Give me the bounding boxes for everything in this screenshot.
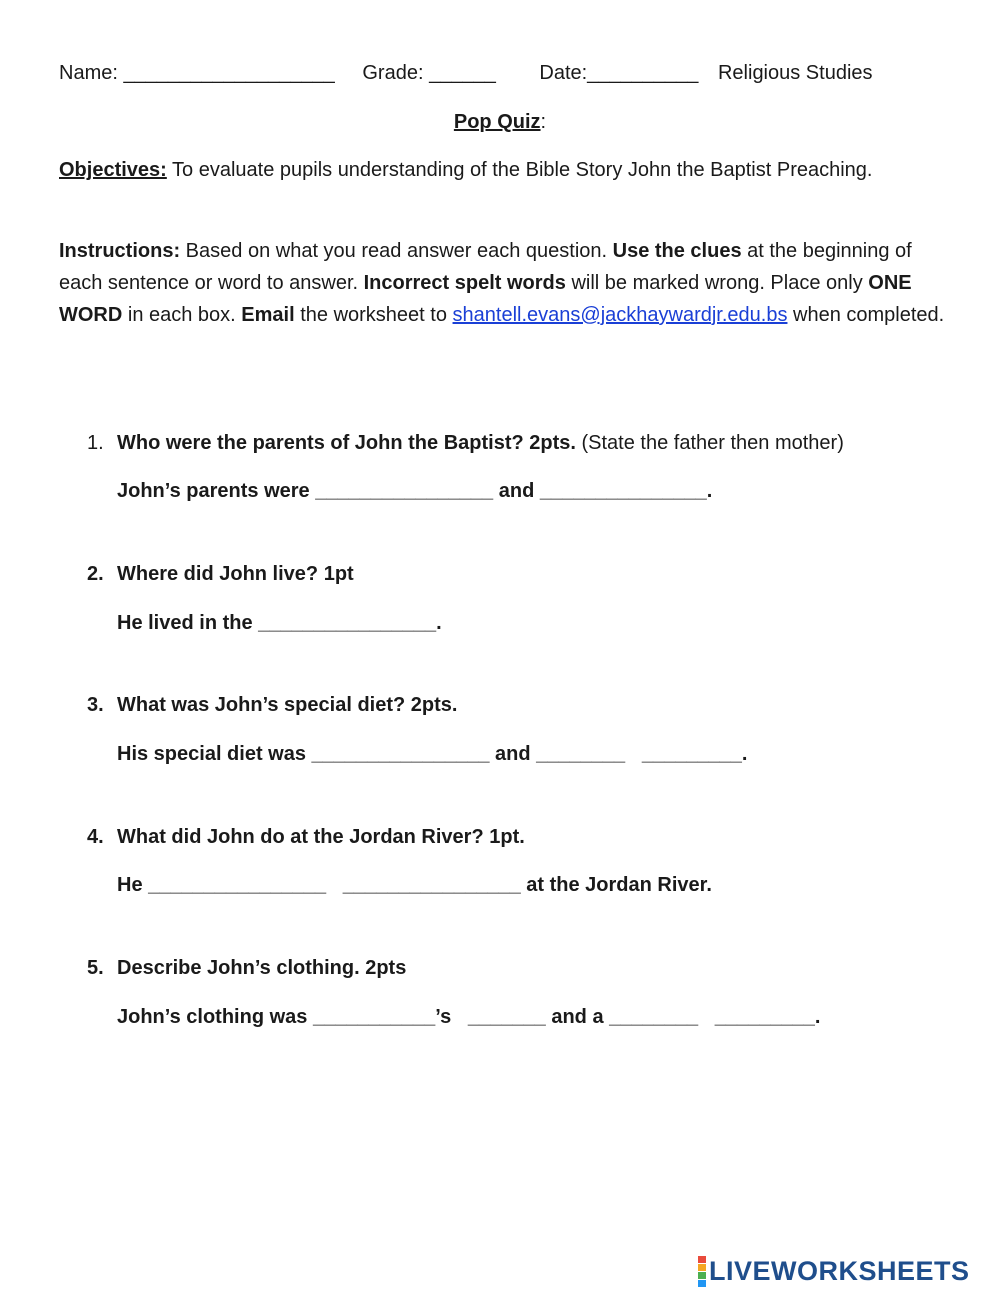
page-title-text: Pop Quiz xyxy=(453,111,541,133)
liveworksheets-logo xyxy=(698,1256,970,1286)
objectives xyxy=(59,158,872,182)
instructions-text-1: Based on what you read answer each question. xyxy=(180,240,613,262)
grade-field-label: Grade: ______ xyxy=(362,62,496,84)
answer-line-5[interactable]: John’s clothing was ___________’s _______ and a ________ _________. xyxy=(117,1006,821,1028)
question-text: Describe John’s clothing. 2pts xyxy=(117,957,407,979)
instructions-text-4: in each box. xyxy=(122,304,242,326)
question-number: 5. xyxy=(87,957,104,979)
date-field-label: Date:__________ xyxy=(539,62,699,84)
worksheet-header xyxy=(59,61,873,85)
question-text: What was John’s special diet? 2pts. xyxy=(117,694,458,716)
logo-block xyxy=(698,1280,706,1287)
logo-block xyxy=(698,1264,706,1271)
email-link[interactable]: shantell.evans@jackhaywardjr.edu.bs xyxy=(452,304,788,326)
question-number: 1. xyxy=(87,432,104,454)
page-title-suffix: : xyxy=(540,111,547,133)
question-1 xyxy=(87,431,844,455)
question-3 xyxy=(87,693,457,717)
instructions-bold-3: ONE WORD xyxy=(59,272,912,326)
question-text: Where did John live? 1pt xyxy=(117,563,354,585)
objectives-text: To evaluate pupils understanding of the Bible Story John the Baptist Preaching. xyxy=(166,159,873,181)
question-number: 2. xyxy=(87,563,104,585)
instructions-bold-2: Incorrect spelt words xyxy=(363,272,566,294)
logo-block xyxy=(698,1272,706,1279)
instructions xyxy=(59,235,949,331)
objectives-label: Objectives: xyxy=(59,159,167,181)
answer-line-2[interactable]: He lived in the ________________. xyxy=(117,612,442,634)
subject-label: Religious Studies xyxy=(717,62,873,84)
answer-line-1[interactable]: John’s parents were ________________ and _______________. xyxy=(117,480,713,502)
name-field-label: Name: ___________________ xyxy=(59,62,335,84)
question-number: 3. xyxy=(87,694,104,716)
question-5 xyxy=(87,956,406,980)
instructions-text-5: the worksheet to xyxy=(294,304,453,326)
logo-block xyxy=(698,1256,706,1263)
instructions-label: Instructions: xyxy=(59,240,181,262)
answer-line-3[interactable]: His special diet was ________________ and ________ _________. xyxy=(117,743,748,765)
answer-line-4[interactable]: He ________________ ________________ at the Jordan River. xyxy=(117,874,712,896)
question-2 xyxy=(87,562,354,586)
logo-text: LIVEWORKSHEETS xyxy=(709,1255,970,1286)
instructions-text-2: at the beginning of each sentence or word to answer. xyxy=(59,240,912,294)
instructions-text-3: will be marked wrong. Place only xyxy=(565,272,869,294)
question-text: What did John do at the Jordan River? 1pt. xyxy=(117,826,525,848)
question-4 xyxy=(87,825,525,849)
instructions-text-6: when completed. xyxy=(787,304,945,326)
question-note: (State the father then mother) xyxy=(575,432,844,454)
instructions-bold-1: Use the clues xyxy=(612,240,742,262)
question-text: Who were the parents of John the Baptist? 2pts. xyxy=(117,432,576,454)
question-number: 4. xyxy=(87,826,104,848)
instructions-bold-4: Email xyxy=(241,304,295,326)
page-title xyxy=(0,110,1000,134)
logo-icon xyxy=(698,1256,706,1287)
